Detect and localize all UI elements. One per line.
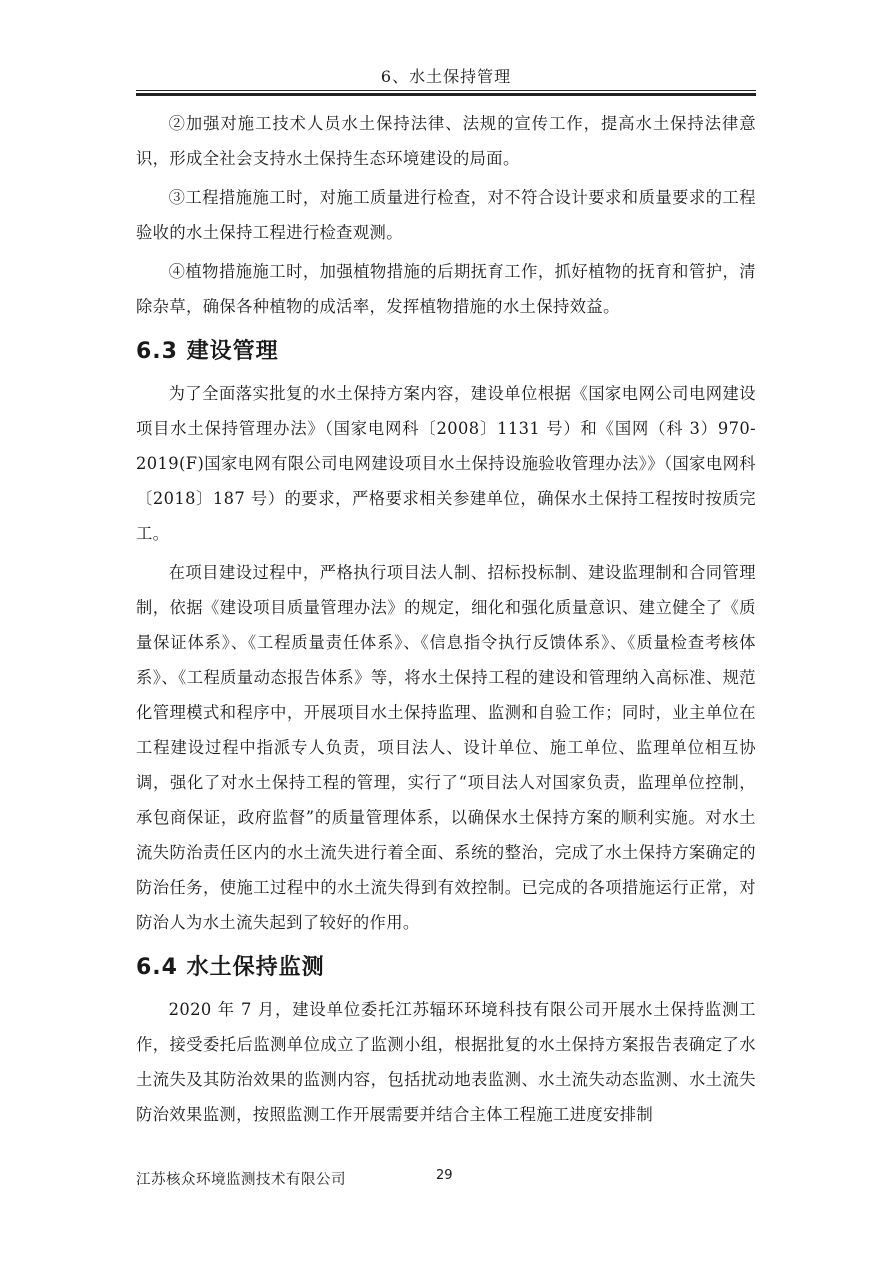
paragraph: 在项目建设过程中，严格执行项目法人制、招标投标制、建设监理制和合同管理制，依据《建设项目质量管理办法》的规定，细化和强化质量意识、建立健全了《质量保证体系》、《工程质量责任体系》、《信息指令执行反馈体系》、《质量检查考核体系》、《工程质量动态报告体系》等，将水土保持工程的建设和管理纳入高标准、规范化管理模式和程序中，开展项目水土保持监理、监测和自验工作；同时，业主单位在工程建设过程中指派专人负责，项目法人、设计单位、施工单位、监理单位相互协调，强化了对水土保持工程的管理，实行了“项目法人对国家负责，监理单位控制，承包商保证，政府监督”的质量管理体系，以确保水土保持方案的顺利实施。对水土流失防治责任区内的水土流失进行着全面、系统的整治，完成了水土保持方案确定的防治任务，使施工过程中的水土流失得到有效控制。已完成的各项措施运行正常，对防治人为水土流失起到了较好的作用。 bbox=[136, 563, 756, 932]
section-heading-6-3: 6.3 建设管理 bbox=[136, 339, 279, 364]
paragraph: ③工程措施施工时，对施工质量进行检查，对不符合设计要求和质量要求的工程验收的水土保持工程进行检查观测。 bbox=[136, 188, 756, 242]
header-rule-thick bbox=[136, 93, 756, 96]
body-content bbox=[136, 106, 756, 1136]
paragraph: 为了全面落实批复的水土保持方案内容，建设单位根据《国家电网公司电网建设项目水土保持管理办法》（国家电网科〔2008〕1131 号）和《国网（科 3）970-2019(F)国家电网有限公司电网建设项目水土保持设施验收管理办法》》（国家电网科〔2018〕187 号）的要求，严格要求相关参建单位，确保水土保持工程按时按质完工。 bbox=[136, 384, 756, 543]
section-heading-6-4: 6.4 水土保持监测 bbox=[136, 955, 325, 980]
header-rule-thin bbox=[136, 90, 756, 91]
footer-company: 江苏核众环境监测技术有限公司 bbox=[136, 1172, 346, 1188]
running-header: 6、水土保持管理 bbox=[380, 67, 512, 86]
paragraph: ②加强对施工技术人员水土保持法律、法规的宣传工作，提高水土保持法律意识，形成全社会支持水土保持生态环境建设的局面。 bbox=[136, 114, 756, 168]
paragraph: ④植物措施施工时，加强植物措施的后期抚育工作，抓好植物的抚育和管护，清除杂草，确保各种植物的成活率，发挥植物措施的水土保持效益。 bbox=[136, 262, 756, 316]
page-number: 29 bbox=[436, 1168, 453, 1183]
paragraph: 2020 年 7 月，建设单位委托江苏辐环环境科技有限公司开展水土保持监测工作，接受委托后监测单位成立了监测小组，根据批复的水土保持方案报告表确定了水土流失及其防治效果的监测内容，包括扰动地表监测、水土流失动态监测、水土流失防治效果监测，按照监测工作开展需要并结合主体工程施工进度安排制 bbox=[136, 1000, 756, 1124]
